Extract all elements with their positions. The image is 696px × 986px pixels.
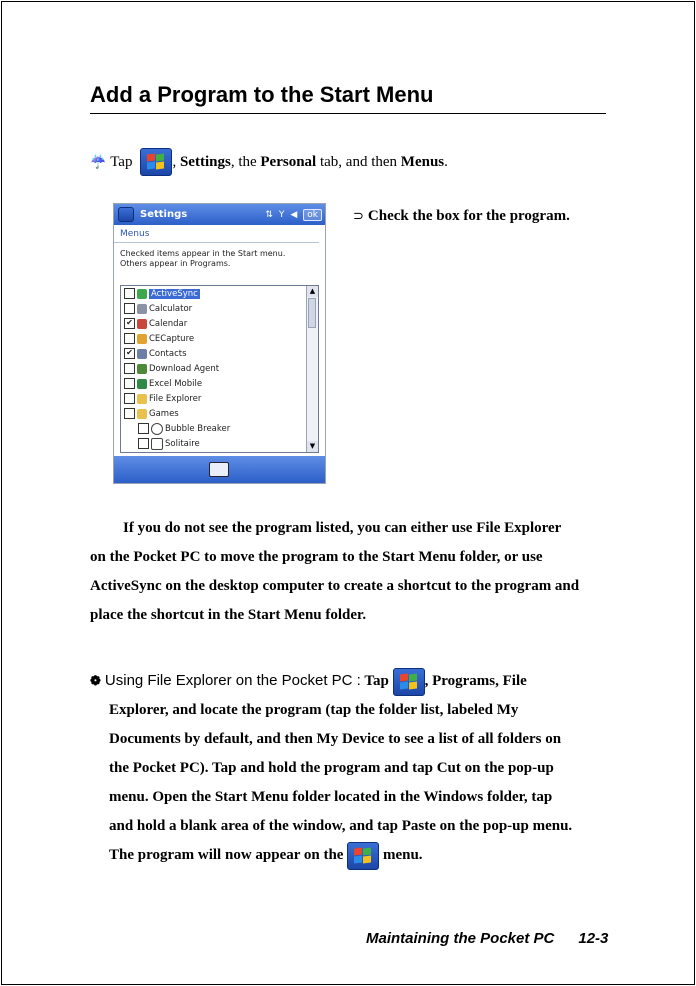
menus-term: Menus [400,153,445,170]
para-line2: on the Pocket PC to move the program to the Start Menu folder, or use [90,549,543,565]
my-device-term: My Device [316,731,385,747]
list-checkbox [138,438,149,449]
using-tap: Tap [364,673,389,689]
scroll-thumb [308,298,316,328]
list-checkbox [124,288,135,299]
list-item [121,421,318,436]
start-menu-icon [347,842,379,870]
page-title: Add a Program to the Start Menu [90,82,434,107]
screenshot-description [114,243,325,269]
step-sep: , [172,153,177,170]
using-sep: , [424,673,429,689]
list-item-label: CECapture [149,333,195,344]
file-explorer-term: File Explorer [476,520,562,536]
screenshot-desc-line2: Others appear in Programs. [120,259,231,268]
using-text: The program will now appear on the [109,847,344,863]
step-1 [90,148,448,176]
using-text: on the pop-up menu. [439,818,573,834]
excel-icon [137,379,147,389]
cut-term: Cut [436,760,461,776]
screenshot-bottom-bar [114,456,325,483]
start-menu-icon [140,148,172,176]
list-item-label: Excel Mobile [149,378,203,389]
list-checkbox [124,363,135,374]
check-note-text: Check the box for the program. [367,208,570,224]
arrow-bullet-icon: ⊃ [353,208,364,223]
list-checkbox [124,393,135,404]
footer-title: Maintaining the Pocket PC [366,930,555,947]
info-paragraph [90,514,610,630]
using-text: menu. Open the [109,789,212,805]
list-checkbox: ✔ [124,318,135,329]
list-item [121,391,318,406]
section-heading: Using File Explorer on the Pocket PC : [104,672,361,689]
start-menu-term: Start Menu [214,789,289,805]
screenshot-scrollbar [306,286,318,452]
screenshot-program-list [120,285,319,453]
activesync-icon [137,289,147,299]
page-footer [366,930,608,947]
flower-bullet-icon: ❁ [90,673,101,688]
page-number: 12-3 [578,930,609,947]
list-checkbox [124,303,135,314]
bubble-breaker-icon [151,423,163,435]
start-menu-icon [393,668,425,696]
my-term: My [496,702,519,718]
scroll-up-icon: ▲ [307,286,318,297]
using-text: by default, and then [184,731,313,747]
list-item-label: Bubble Breaker [165,423,231,434]
list-item [121,316,318,331]
screenshot-titlebar [114,204,325,225]
using-text: folder located in the [292,789,420,805]
personal-term: Personal [260,153,317,170]
list-item-label: ActiveSync [151,288,198,299]
using-text: and hold a blank area of the window, and tap [109,818,398,834]
list-item-label: Download Agent [149,363,220,374]
list-item [121,331,318,346]
settings-screenshot [113,203,326,484]
screenshot-status-icons [265,209,325,221]
games-folder-icon [137,409,147,419]
check-note [353,208,570,225]
programs-term: Programs, File [432,673,527,689]
hand-bullet-icon: ☔ [90,154,107,169]
list-item [121,436,318,451]
list-item [121,301,318,316]
calendar-icon [137,319,147,329]
keyboard-icon [209,462,229,477]
list-checkbox [138,423,149,434]
list-item [121,406,318,421]
list-checkbox [124,333,135,344]
using-text: folder, tap [486,789,553,805]
list-item-label: File Explorer [149,393,202,404]
solitaire-icon [151,438,163,450]
list-item [121,346,318,361]
step-the: , the [230,153,257,170]
using-text: , and locate the program (tap the folder list, labeled [164,702,494,718]
list-item-label: Solitaire [165,438,200,449]
settings-term: Settings [179,153,231,170]
screenshot-start-icon [118,207,134,222]
para-line4: place the shortcut in the Start Menu folder. [90,607,367,623]
list-item-label: Calculator [149,303,193,314]
windows-term: Windows [423,789,484,805]
cecapture-icon [137,334,147,344]
para-line3: ActiveSync on the desktop computer to create a shortcut to the program and [90,578,580,594]
volume-icon: ◀ [290,209,298,220]
list-checkbox [124,408,135,419]
list-item [121,361,318,376]
step-end: . [444,153,448,170]
documents-term: Documents [109,731,181,747]
list-checkbox [124,378,135,389]
contacts-icon [137,349,147,359]
using-text: menu. [382,847,423,863]
paste-term: Paste [401,818,436,834]
connectivity-icon: ⇅ [265,209,273,220]
screenshot-title: Settings [140,209,188,220]
step-tap-text: Tap [110,153,133,170]
list-item [121,286,318,301]
calculator-icon [137,304,147,314]
list-item-label: Contacts [149,348,187,359]
using-text: to see a list of all folders on [388,731,562,747]
title-divider [90,113,606,114]
list-item [121,376,318,391]
scroll-down-icon: ▼ [307,441,318,452]
explorer-term: Explorer [109,702,165,718]
list-checkbox: ✔ [124,348,135,359]
step-tab-then: tab, and then [319,153,398,170]
screenshot-menus-label: Menus [114,225,319,243]
folder-icon [137,394,147,404]
para-line1: If you do not see the program listed, you can either use [123,520,473,536]
using-text: the Pocket PC). Tap and hold the program and tap [109,760,433,776]
signal-icon: Y [278,209,285,220]
download-agent-icon [137,364,147,374]
screenshot-desc-line1: Checked items appear in the Start menu. [120,249,286,258]
screenshot-ok-button: ok [303,209,322,221]
using-text: on the pop-up [464,760,554,776]
list-item-label: Calendar [149,318,188,329]
list-item-label: Games [149,408,179,419]
using-file-explorer-section [90,666,610,870]
